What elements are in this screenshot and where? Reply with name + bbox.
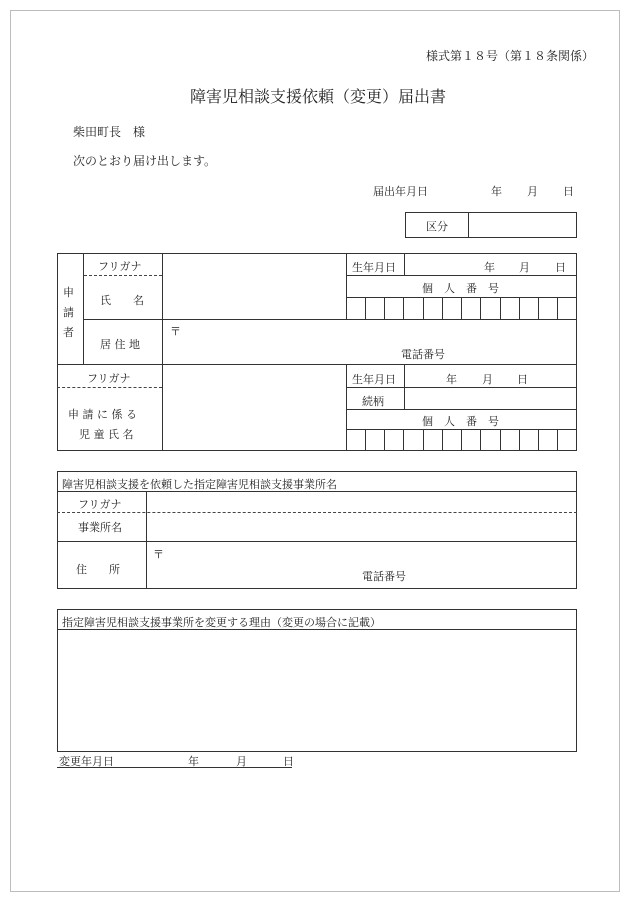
- change-date-year: 年: [188, 755, 199, 768]
- child-name-label-1: 申 請 に 係 る: [68, 408, 137, 421]
- applicant-side-label-3: 者: [63, 326, 74, 339]
- child-birth-label: 生年月日: [352, 373, 396, 386]
- provider-address-label: 住 所: [76, 563, 120, 576]
- intro-text: 次のとおり届け出します。: [73, 154, 217, 168]
- applicant-birth-month: 月: [519, 261, 530, 274]
- applicant-address-label: 居 住 地: [100, 338, 140, 351]
- submit-date-year: 年: [491, 185, 502, 198]
- applicant-birth-label: 生年月日: [352, 261, 396, 274]
- reason-field[interactable]: [59, 631, 575, 750]
- applicant-address-field[interactable]: [180, 321, 575, 362]
- change-date-label: 変更年月日: [59, 755, 114, 768]
- provider-furigana-label: フリガナ: [78, 498, 122, 511]
- child-name-label-2: 児 童 氏 名: [79, 428, 134, 441]
- provider-postal-mark: 〒: [153, 548, 164, 561]
- applicant-name-label: 氏 名: [100, 294, 144, 307]
- child-individual-number-label: 個 人 番 号: [422, 415, 499, 428]
- applicant-side-label-2: 請: [63, 306, 74, 319]
- provider-office-name-field[interactable]: [148, 514, 575, 540]
- category-field[interactable]: [470, 214, 574, 236]
- change-date-field[interactable]: [120, 752, 290, 766]
- applicant-name-field[interactable]: [164, 277, 344, 318]
- form-number: 様式第１８号（第１８条関係）: [426, 49, 595, 63]
- change-date-underline: [57, 767, 292, 768]
- child-birth-day: 日: [517, 373, 528, 386]
- applicant-individual-number-field[interactable]: [347, 298, 576, 318]
- provider-furigana-field[interactable]: [148, 493, 575, 511]
- child-relation-field[interactable]: [406, 389, 576, 408]
- submit-date-label: 届出年月日: [373, 185, 428, 198]
- applicant-birth-day: 日: [555, 261, 566, 274]
- child-relation-label: 続柄: [362, 395, 384, 408]
- change-date-day: 日: [283, 755, 294, 768]
- form-title: 障害児相談支援依頼（変更）届出書: [190, 87, 447, 106]
- provider-header: 障害児相談支援を依頼した指定障害児相談支援事業所名: [62, 478, 337, 491]
- change-date-month: 月: [236, 755, 247, 768]
- applicant-furigana-field[interactable]: [164, 255, 344, 274]
- child-individual-number-field[interactable]: [347, 430, 576, 450]
- applicant-side-label-1: 申: [63, 286, 74, 299]
- reason-header: 指定障害児相談支援事業所を変更する理由（変更の場合に記載）: [62, 616, 381, 629]
- submit-date-month: 月: [527, 185, 538, 198]
- child-birth-month: 月: [482, 373, 493, 386]
- category-label: 区分: [426, 220, 448, 233]
- addressee: 柴田町長 様: [73, 125, 146, 139]
- applicant-phone-label: 電話番号: [401, 348, 445, 361]
- applicant-birth-year: 年: [484, 261, 495, 274]
- child-furigana-label: フリガナ: [87, 372, 131, 385]
- child-birth-year: 年: [446, 373, 457, 386]
- child-furigana-field[interactable]: [164, 366, 344, 386]
- applicant-individual-number-label: 個 人 番 号: [422, 282, 499, 295]
- child-name-field[interactable]: [164, 389, 344, 449]
- submit-date-day: 日: [563, 185, 574, 198]
- applicant-furigana-label: フリガナ: [98, 260, 142, 273]
- provider-office-name-label: 事業所名: [78, 521, 122, 534]
- applicant-postal-mark: 〒: [170, 325, 181, 338]
- provider-phone-label: 電話番号: [362, 570, 406, 583]
